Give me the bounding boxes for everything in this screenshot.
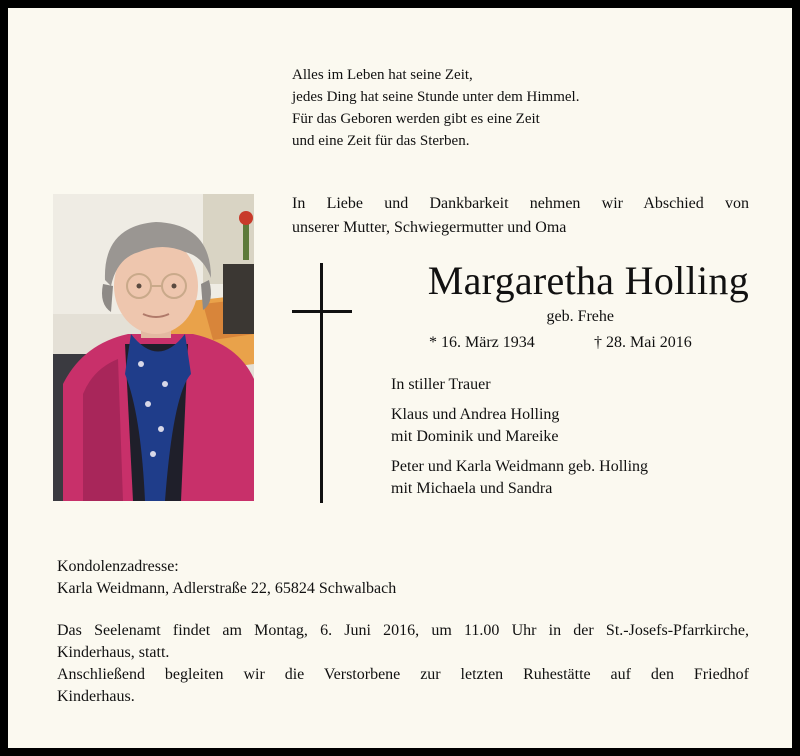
notice-line: Kinderhaus, statt.: [57, 644, 170, 661]
deceased-name: Margaretha Holling: [427, 258, 749, 303]
intro-line: In Liebe und Dankbarkeit nehmen wir Abschied von: [292, 195, 749, 212]
verse-line: Alles im Leben hat seine Zeit,: [292, 67, 473, 83]
service-notice: [57, 620, 749, 708]
condolence-address: [57, 556, 396, 600]
farewell-intro: [292, 192, 749, 240]
condolence-value: Karla Weidmann, Adlerstraße 22, 65824 Schwalbach: [57, 580, 397, 597]
death-date: † 28. Mai 2016: [594, 334, 692, 351]
obituary-notice: [8, 8, 792, 748]
condolence-label: Kondolenzadresse:: [57, 558, 179, 575]
notice-line: Das Seelenamt findet am Montag, 6. Juni 2016, um 11.00 Uhr in der St.-Josefs-Pfarrkirche,: [57, 622, 749, 639]
birth-date: * 16. März 1934: [429, 334, 535, 351]
mourner-line: mit Michaela und Sandra: [391, 480, 553, 497]
mourner-line: mit Dominik und Mareike: [391, 428, 559, 445]
mourner-line: Klaus und Andrea Holling: [391, 406, 560, 423]
verse-line: und eine Zeit für das Sterben.: [292, 133, 470, 149]
mourners-block: [391, 374, 648, 500]
verse-line: Für das Geboren werden gibt es eine Zeit: [292, 111, 540, 127]
maiden-name: geb. Frehe: [546, 308, 614, 325]
notice-line: Kinderhaus.: [57, 688, 135, 705]
mourner-line: Peter und Karla Weidmann geb. Holling: [391, 458, 649, 475]
notice-line: Anschließend begleiten wir die Verstorbene zur letzten Ruhestätte auf den Friedhof: [57, 666, 749, 683]
portrait-photo: [53, 194, 254, 501]
verse-line: jedes Ding hat seine Stunde unter dem Himmel.: [292, 89, 580, 105]
bible-verse: [292, 64, 579, 152]
intro-line: unserer Mutter, Schwiegermutter und Oma: [292, 219, 567, 236]
mourning-heading: In stiller Trauer: [391, 376, 491, 393]
